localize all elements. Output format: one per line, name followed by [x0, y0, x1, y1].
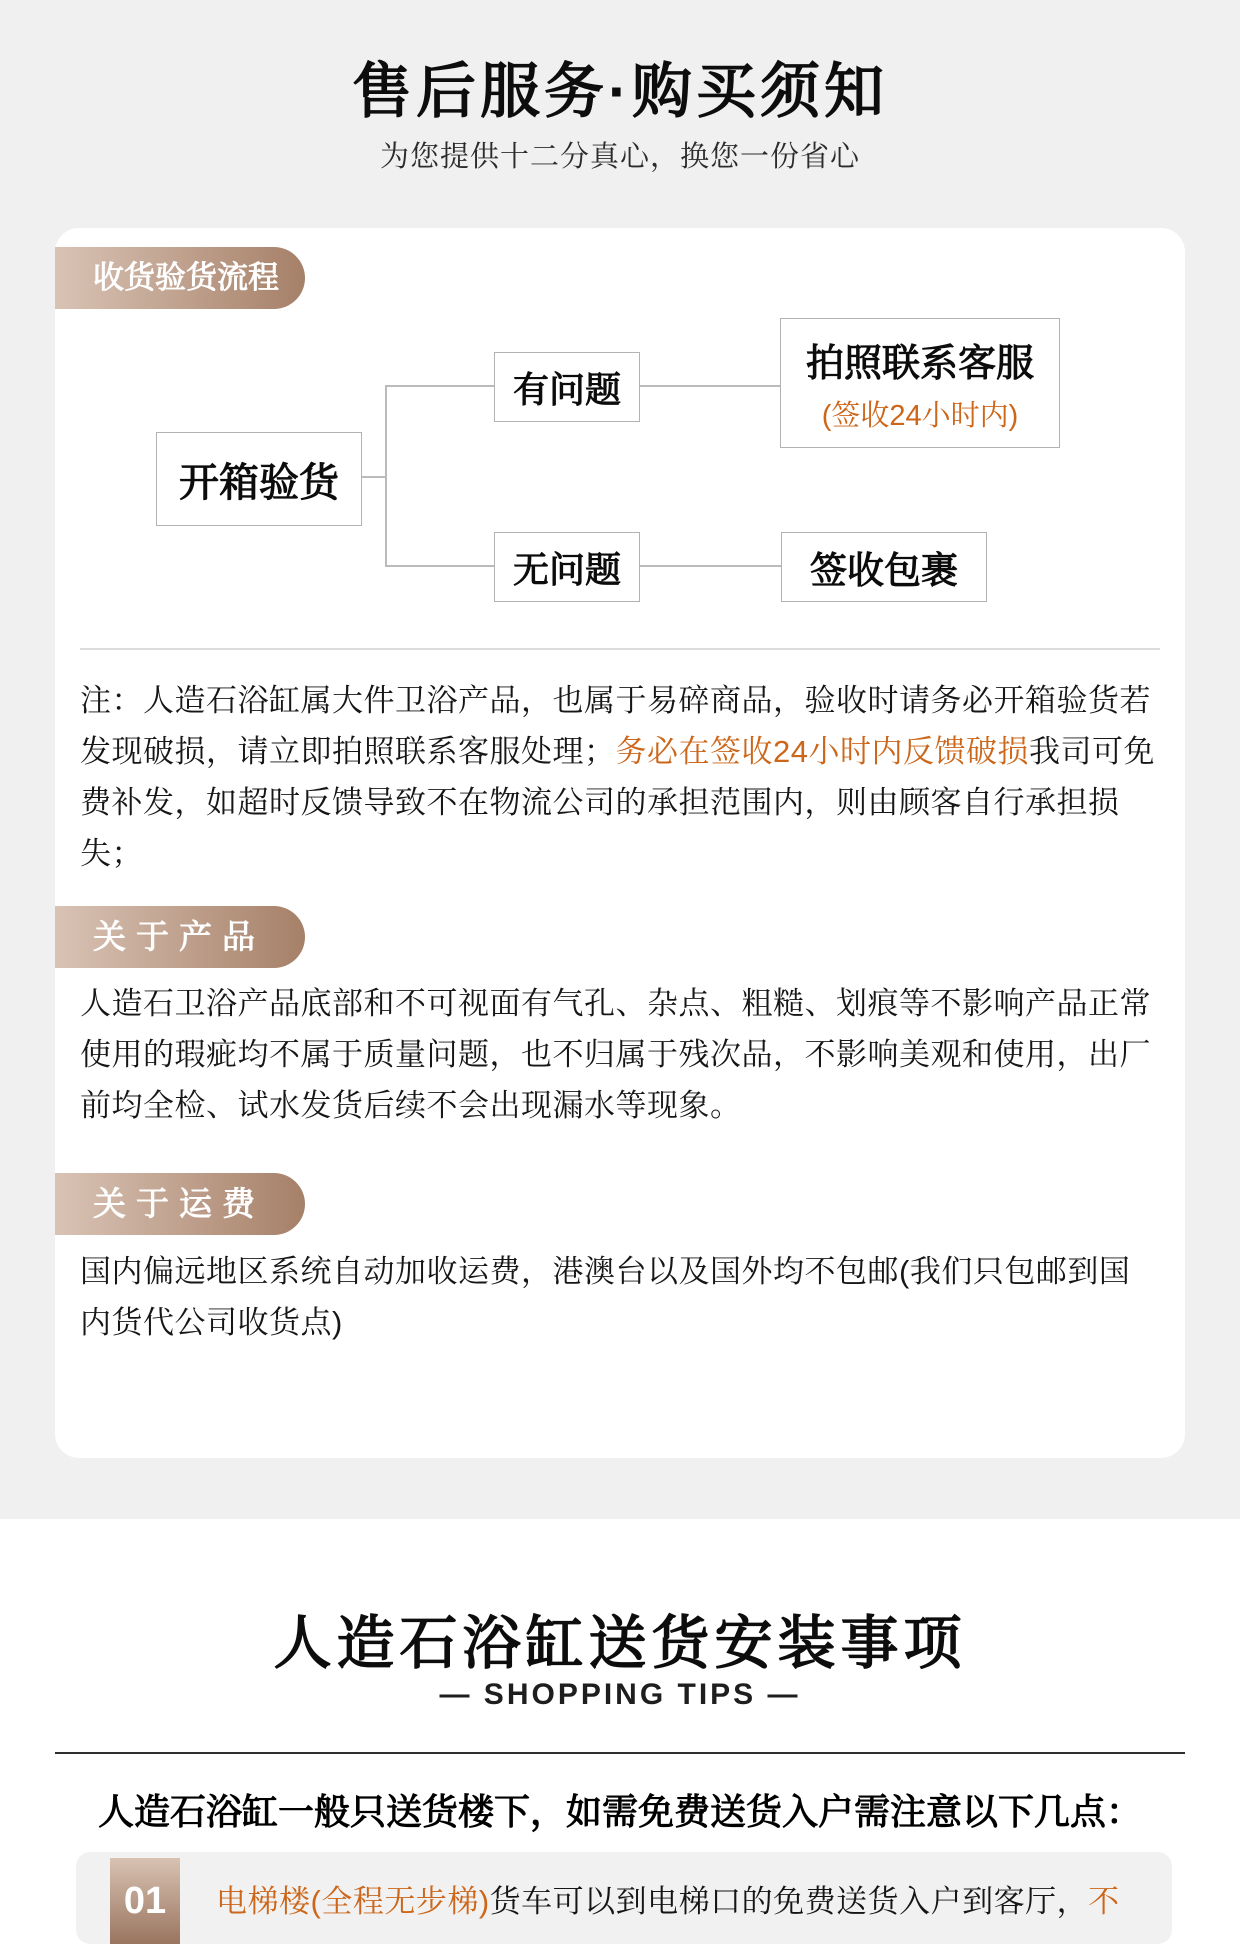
- delivery-section-title-strong: 人造石浴缸: [273, 1611, 589, 1676]
- flow-connector-to-ok: [385, 565, 494, 567]
- flow-box-open-inspect-label: 开箱验货: [179, 460, 339, 505]
- aftersale-card: [55, 228, 1185, 1458]
- inspection-note-paragraph: [80, 675, 1160, 879]
- badge-receiving-process: 收货验货流程: [55, 247, 305, 309]
- badge-about-product: 关于产品: [55, 906, 305, 968]
- section-divider-line: [55, 1752, 1185, 1754]
- delivery-tip-row-1: [76, 1852, 1172, 1944]
- page-title: 售后服务·购买须知: [352, 58, 888, 125]
- flow-box-contact-service-note: (签收24小时内): [821, 400, 1019, 432]
- delivery-notice-heading: 人造石浴缸一般只送货楼下，如需免费送货入户需注意以下几点：: [97, 1791, 1142, 1832]
- flow-box-sign-package-label: 签收包裹: [810, 550, 958, 591]
- flow-connector-ok-result: [638, 565, 781, 567]
- delivery-section-subtitle: — SHOPPING TIPS —: [439, 1678, 801, 1711]
- tip-number-badge: 01: [110, 1858, 180, 1944]
- flow-box-open-inspect: [156, 432, 362, 526]
- note-highlight: 务必在签收24小时内反馈破损: [615, 734, 1029, 769]
- about-product-paragraph: 人造石卫浴产品底部和不可视面有气孔、杂点、粗糙、划痕等不影响产品正常使用的瑕疵均不属于质量问题，也不归属于残次品，不影响美观和使用，出厂前均全检、试水发货后续不会出现漏水等现象。: [80, 986, 1151, 1123]
- tip-1-highlight-lead: 电梯楼(全程无步梯): [216, 1884, 490, 1919]
- tip-1-text: [216, 1876, 1156, 1921]
- flow-connector-start: [360, 476, 386, 478]
- flow-connector-vertical: [385, 385, 387, 567]
- flow-box-has-problem: [494, 352, 640, 422]
- card-divider: [80, 648, 1160, 650]
- flow-box-no-problem-label: 无问题: [512, 548, 621, 590]
- flow-box-has-problem-label: 有问题: [512, 368, 621, 410]
- page-subtitle: 为您提供十二分真心，换您一份省心: [379, 141, 860, 173]
- flow-box-contact-service: [780, 318, 1060, 448]
- flow-box-no-problem: [494, 532, 640, 602]
- flow-box-sign-package: [781, 532, 987, 602]
- delivery-section-title-rest: 送货安装事项: [588, 1611, 967, 1676]
- note-part1: 注：人造石浴缸属大件卫浴产品，也属于易碎商品，验收时请务必开箱验货若发现破损，请立即拍照联系客服处理；: [80, 683, 1151, 769]
- note-part2: 我司可免费补发，如超时反馈导致不在物流公司的承担范围内，则由顾客自行承担损失；: [80, 734, 1155, 871]
- delivery-section-title: [0, 1596, 1240, 1680]
- flow-connector-problem-result: [638, 385, 780, 387]
- flow-box-contact-service-title: 拍照联系客服: [805, 343, 1034, 385]
- flow-connector-to-problem: [385, 385, 494, 387]
- badge-about-shipping: 关于运费: [55, 1173, 305, 1235]
- about-shipping-paragraph: 国内偏远地区系统自动加收运费，港澳台以及国外均不包邮(我们只包邮到国内货代公司收货点): [80, 1254, 1131, 1340]
- tip-1-body: 货车可以到电梯口的免费送货入户到客厅，: [489, 1884, 1089, 1919]
- tip-1-highlight-tail: 不: [1088, 1884, 1120, 1919]
